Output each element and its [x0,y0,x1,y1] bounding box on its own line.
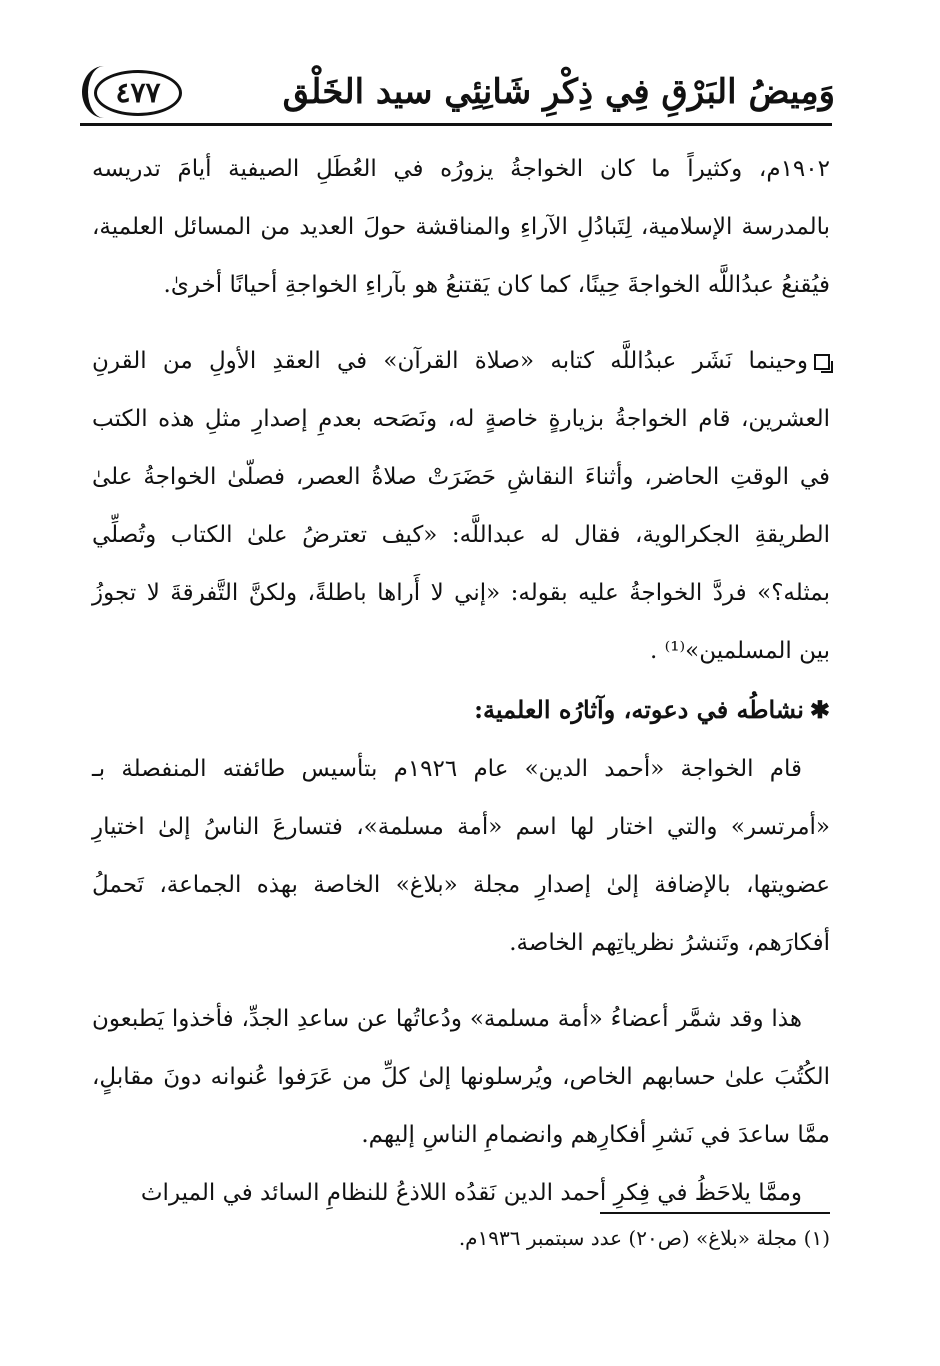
paragraph-3 [92,740,830,972]
page-header [80,62,835,126]
section-heading [92,680,830,740]
paragraph-2 [92,332,830,680]
section-heading-text: نشاطُه في دعوته، وآثارُه العلمية: [474,695,804,724]
asterisk-icon: ✱ [809,695,830,724]
header-rule [80,123,832,126]
paragraph-3-text: قام الخواجة «أحمد الدين» عام ١٩٢٦م بتأسيس طائفته المنفصلة بـ «أمرتسر» والتي اختار لها اسم «أمة مسلمة»، فتسارعَ الناسُ إلىٰ اختيارِ عضويتها، بالإضافة إلىٰ إصدارِ مجلة «بلاغ» الخاصة بهذه الجماعة، تَحملُ أفكارَهم، وتَنشرُ نظرياتِهم الخاصة. [92,756,830,956]
running-title: وَمِيضُ البَرْقِ فِي ذِكْرِ شَانِئِي سيد الخَلْق [282,72,835,112]
paragraph-4-text: هذا وقد شمَّر أعضاءُ «أمة مسلمة» ودُعاتُها عن ساعدِ الجدِّ، فأخذوا يَطبعون الكُتُبَ علىٰ حسابهم الخاص، ويُرسلونها إلىٰ كلِّ من عَرَفوا عُنوانه دونَ مقابلٍ، ممَّا ساعدَ في نَشرِ أفكارِهم وانضمامِ الناسِ إليهم. [92,1006,830,1148]
paragraph-2-text: وحينما نَشَر عبدُاللَّه كتابه «صلاة القرآن» في العقدِ الأولِ من القرنِ العشرين، قام الخواجةُ بزيارةٍ خاصةٍ له، ونَصَحه بعدمِ إصدارِ مثلِ هذه الكتب في الوقتِ الحاضر، وأثناءَ النقاشِ حَضَرَتْ صلاةُ العصر، فصلّىٰ الخواجةُ علىٰ الطريقةِ الجكرالوية، فقال له عبداللَّه: «كيف تعترضُ علىٰ الكتاب وتُصلِّي بمثله؟» فردَّ الخواجةُ عليه بقوله: «إني لا أَراها باطلةً، ولكنَّ التَّفرقةَ لا تجوزُ بين المسلمين»⁽¹⁾ . [92,348,830,664]
page-number: ٤٧٧ [94,70,182,116]
paragraph-5-text: وممَّا يلاحَظُ في فِكرِ أحمد الدين نَقدُه اللاذعُ للنظامِ السائد في الميراث [140,1180,802,1206]
paragraph-4 [92,990,830,1164]
footnote: (١) مجلة «بلاغ» (ص٢٠) عدد سبتمبر ١٩٣٦م. [458,1226,830,1250]
main-text [92,140,830,1222]
paragraph-1: ١٩٠٢م، وكثيراً ما كان الخواجةُ يزورُه في العُطَلِ الصيفية أيامَ تدريسه بالمدرسة الإسلامية، لِتَبادُلِ الآراءِ والمناقشة حولَ العديد من المسائل العلمية، فيُقنعُ عبدُاللَّه الخواجةَ حِينًا، كما كان يَقتنعُ هو بآراءِ الخواجةِ أحيانًا أخرىٰ. [92,156,830,298]
section-square-icon [814,354,830,370]
footnote-rule [600,1212,830,1214]
